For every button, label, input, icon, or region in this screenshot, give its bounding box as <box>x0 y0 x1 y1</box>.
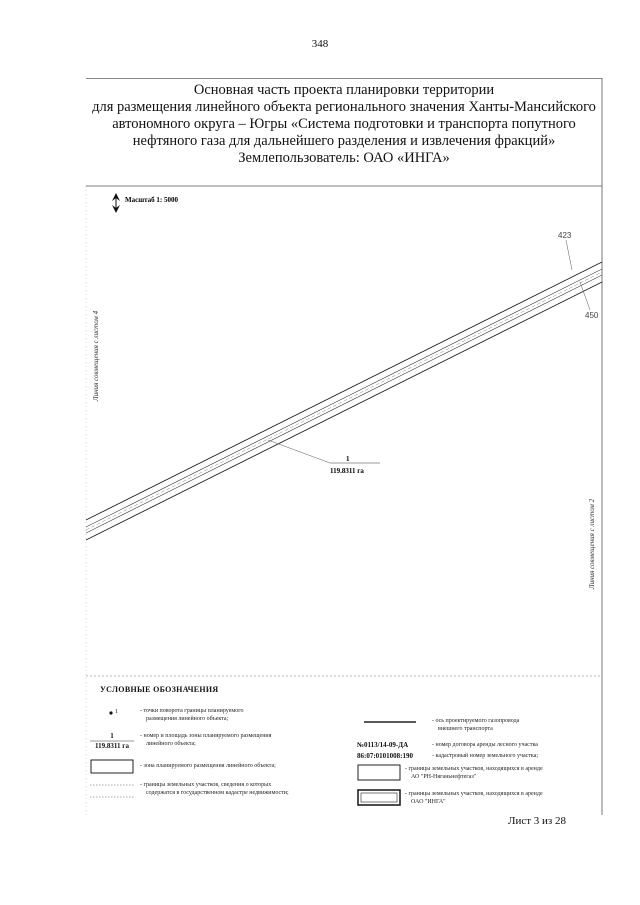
legend-rn-box-icon <box>358 765 400 780</box>
title-line-4: нефтяного газа для дальнейшего разделения и извлечения фракций» <box>132 133 556 149</box>
legend-axis-desc-line-1: - ось проектируемого газопровода <box>432 718 520 724</box>
pipeline-corridor <box>86 262 602 540</box>
legend-zone-number-sample: 1 <box>110 732 114 740</box>
corridor-inner-upper <box>86 269 602 527</box>
title-line-2: для размещения линейного объекта регионального значения Ханты-Мансийского <box>92 99 596 115</box>
leader-point-450 <box>580 282 590 310</box>
corridor-outer-lower <box>86 282 602 540</box>
legend-cadastre-desc-line-1: - границы земельных участков, сведения о которых <box>140 782 272 788</box>
scale-label: Масштаб 1: 5000 <box>125 196 178 204</box>
title-line-5: Землепользователь: ОАО «ИНГА» <box>238 150 450 166</box>
corridor-inner-lower <box>86 275 602 533</box>
pipeline-axis <box>86 272 602 530</box>
title-line-3: автономного округа – Югры «Система подготовки и транспорта попутного <box>112 116 576 132</box>
point-450-label: 450 <box>585 311 599 320</box>
legend-cadastral-number: 86:07:0101008:190 <box>357 752 413 760</box>
legend-title: УСЛОВНЫЕ ОБОЗНАЧЕНИЯ <box>100 685 219 694</box>
zone-leader <box>268 440 330 463</box>
legend-zone-desc-line-1: - номер и площадь зоны планируемого размещения <box>140 733 272 739</box>
legend-inga-desc <box>405 791 595 806</box>
legend-cadastral-desc: - кадастровый номер земельного участка; <box>432 753 539 759</box>
legend-inga-desc-line-1: - границы земельных участков, находящихся в аренде <box>405 791 543 797</box>
legend-axis-desc-line-2: внешнего транспорта <box>438 725 493 732</box>
point-423-label: 423 <box>558 231 572 240</box>
legend-lease-number: №0113/14-09-ДА <box>357 741 409 749</box>
legend-zone-box-icon <box>91 760 133 773</box>
zone-number: 1 <box>346 455 350 463</box>
legend-inga-desc-line-2: ОАО "ИНГА" <box>411 798 446 805</box>
right-match-line-label: Линия совмещения с листом 2 <box>588 498 596 590</box>
legend-lease-desc: - номер договора аренды лесного участка <box>432 742 538 748</box>
legend-zone-area-sample: 119.8311 га <box>95 742 129 750</box>
legend-cadastre-desc <box>140 782 340 797</box>
corridor-outer-upper <box>86 262 602 520</box>
legend-point-desc-line-1: - точки поворота границы планируемого <box>140 708 244 714</box>
legend-point-icon <box>109 711 112 714</box>
legend-inga-inner-box <box>361 793 397 802</box>
zone-area: 119.8311 га <box>330 467 364 475</box>
left-match-line-label: Линия совмещения с листом 4 <box>92 310 100 402</box>
legend-cadastre-desc-line-2: содержатся в государственном кадастре недвижимости; <box>146 789 289 796</box>
legend-inga-box-icon <box>358 790 400 805</box>
leader-point-423 <box>566 240 572 270</box>
legend-rn-desc <box>405 766 595 781</box>
legend-axis-desc <box>432 718 592 733</box>
legend-rn-desc-line-1: - границы земельных участков, находящихся в аренде <box>405 766 543 772</box>
title-line-1: Основная часть проекта планировки территории <box>193 82 495 98</box>
legend-point-number: 1 <box>115 709 118 715</box>
north-arrow-icon <box>112 193 120 213</box>
legend-rn-desc-line-2: АО "РН-Няганьнефтегаз" <box>411 773 477 780</box>
page-number: 348 <box>311 38 329 50</box>
legend-zone-desc <box>140 733 330 748</box>
sheet-number-label: Лист 3 из 28 <box>508 815 567 827</box>
legend-point-desc <box>140 708 330 723</box>
legend-zone-box-desc: - зона планируемого размещения линейного объекта; <box>140 763 276 769</box>
legend-point-desc-line-2: размещения линейного объекта; <box>146 715 229 722</box>
legend-zone-desc-line-2: линейного объекта; <box>146 740 196 747</box>
